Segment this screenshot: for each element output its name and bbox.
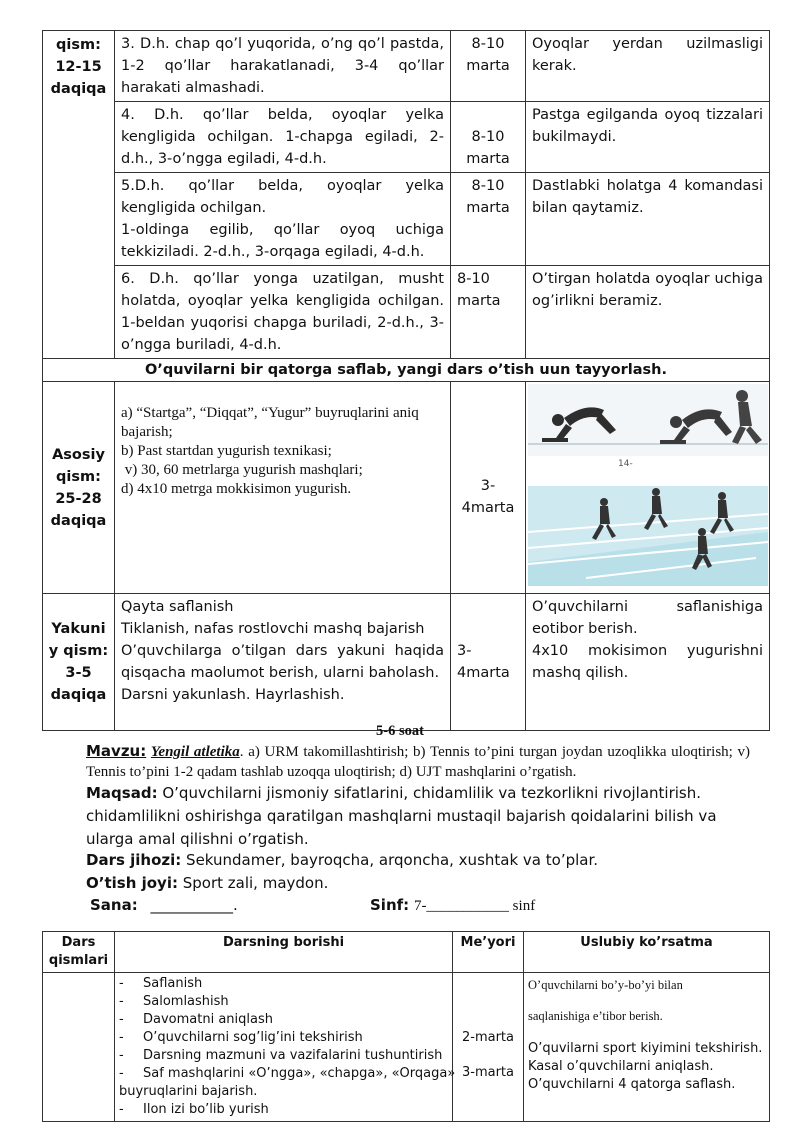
asosiy-items: a) “Startga”, “Diqqat”, “Yugur” buyruqlarini aniq bajarish; b) Past startdan yugurish texnikasi; v) 30, 60 metrlarga yugurish mashqlari; d) 4x10 metrga mokkisimon yugurish. (115, 382, 451, 594)
list-item: - Ilon izi bo’lib yurish (119, 1102, 269, 1117)
venue-label: O’tish joyi: (86, 874, 178, 892)
lesson-table-lower (42, 931, 770, 1122)
asosiy-count: 3- 4marta (451, 382, 526, 594)
part-label-tayyorlov: qism: 12-15 daqiqa (43, 31, 115, 359)
list-item: - Salomlashish (119, 994, 229, 1009)
list-item: - Darsning mazmuni va vazifalarini tushuntirish (119, 1048, 443, 1063)
progress-items (115, 973, 456, 1122)
list-item: - O’quvchilarni sog’lig’ini tekshirish (119, 1030, 363, 1045)
header-norm: Me’yori (453, 932, 524, 973)
table-row (43, 173, 770, 266)
yakuniy-count: 3- 4marta (451, 594, 526, 731)
exercise-note: Pastga egilganda oyoq tizzalari bukilmaydi. (526, 102, 770, 173)
running-illustration (526, 382, 770, 594)
equipment-label: Dars jihozi: (86, 851, 182, 869)
exercise-text: 4. D.h. qo’llar belda, oyoqlar yelka kengligida ochilgan. 1-chapga egiladi, 2-d.h., 3-o’ngga egiladi, 4-d.h. (115, 102, 451, 173)
exercise-text: 5.D.h. qo’llar belda, oyoqlar yelka kengligida ochilgan. 1-oldinga egilib, qo’llar oyoq uchiga tekkiziladi. 2-d.h., 3-orqaga egiladi, 4-d.h. (115, 173, 451, 266)
equipment-text: Sekundamer, bayroqcha, arqoncha, xushtak va to’plar. (186, 851, 599, 869)
table-row (43, 359, 770, 382)
lesson-hours: 5-6 soat (376, 723, 424, 739)
topic-title: Yengil atletika (150, 744, 240, 760)
table-header-row (43, 932, 770, 973)
class-field: 7-___________ sinf (413, 898, 536, 914)
list-item: - Saflanish (119, 976, 203, 991)
exercise-count: 8-10 marta (451, 102, 526, 173)
topic-text: . a) URM takomillashtirish; b) Tennis to’pini turgan joydan uzoqlikka uloqtirish; v) Tennis to’pini 1-2 qadam tashlab uzoqqa uloqtirish; d) UJT mashqlarini o’rgatish. (86, 744, 750, 780)
table-row (43, 973, 770, 1122)
list-item: - Davomatni aniqlash (119, 1012, 273, 1027)
venue-text: Sport zali, maydon. (182, 874, 329, 892)
exercise-count: 8-10 marta (451, 31, 526, 102)
exercise-count: 8-10 marta (451, 173, 526, 266)
header-guidance: Uslubiy ko’rsatma (524, 932, 770, 973)
table-row (43, 31, 770, 102)
norm-values: 2-marta 3-marta (453, 973, 524, 1122)
lesson-table-upper (42, 30, 770, 731)
header-parts: Dars qismlari (43, 932, 115, 973)
lesson-class (370, 894, 750, 918)
header-progress: Darsning borishi (115, 932, 453, 973)
list-item: - Saf mashqlarini «O’ngga», «chapga», «Orqaga» (119, 1066, 456, 1081)
exercise-text: 6. D.h. qo’llar yonga uzatilgan, musht holatda, oyoqlar yelka kengligida ochilgan. 1-beldan yuqorisi chapga buriladi, 2-d.h., 3-o’ngga buriladi, 4-d.h. (115, 266, 451, 359)
lesson-goal (86, 782, 750, 805)
transition-row: O’quvilarni bir qatorga saflab, yangi dars o’tish uun tayyorlash. (43, 359, 770, 382)
list-item-continued: buyruqlarini bajarish. (119, 1084, 258, 1099)
date-label: Sana: (90, 896, 138, 914)
exercise-note: Oyoqlar yerdan uzilmasligi kerak. (526, 31, 770, 102)
class-label: Sinf: (370, 896, 410, 914)
lesson-goal-continued: chidamlilikni oshirishga qaratilgan mashqlarni mustaqil bajarish qoidalarini bilish va ularga amal qilishni o’rgatish. (86, 807, 717, 848)
goal-text: O’quvchilarni jismoniy sifatlarini, chidamlilik va tezkorlikni rivojlantirish. (162, 784, 702, 802)
yakuniy-notes: O’quvchilarni saflanishiga eotibor berish. 4x10 mokisimon yugurishni mashq qilish. (526, 594, 770, 731)
part-label-asosiy: Asosiy qism: 25-28 daqiqa (43, 382, 115, 594)
lesson-topic (86, 741, 750, 782)
table-row (43, 594, 770, 731)
guidance-notes: O’quvchilarni bo’y-bo’yi bilan saqlanishiga e’tibor berish. O’quvilarni sport kiyimini tekshirish. Kasal o’quvchilarni aniqlash. O’quvchilarni 4 qatorga saflash. (524, 973, 770, 1122)
part-cell (43, 973, 115, 1122)
topic-label: Mavzu: (86, 742, 147, 760)
figure-caption: 14- (618, 459, 633, 469)
exercise-note: O’tirgan holatda oyoqlar uchiga og’irlikni beramiz. (526, 266, 770, 359)
goal-label: Maqsad: (86, 784, 158, 802)
part-label-yakuniy: Yakuni y qism: 3-5 daqiqa (43, 594, 115, 731)
date-field: ___________. (150, 896, 238, 914)
table-row (43, 382, 770, 594)
table-row (43, 266, 770, 359)
exercise-text: 3. D.h. chap qo’l yuqorida, o’ng qo’l pastda, 1-2 qo’llar harakatlanadi, 3-4 qo’llar harakati almashadi. (115, 31, 451, 102)
lesson-venue (86, 872, 750, 895)
exercise-note: Dastlabki holatga 4 komandasi bilan qaytamiz. (526, 173, 770, 266)
table-row (43, 102, 770, 173)
sprint-start-illustration (526, 382, 770, 588)
yakuniy-items: Qayta saflanish Tiklanish, nafas rostlovchi mashq bajarish O’quvchilarga o’tilgan dars yakuni haqida qisqacha maolumot berish, ularni baholash. Darsni yakunlash. Hayrlashish. (115, 594, 451, 731)
lesson-equipment (86, 849, 750, 872)
exercise-count: 8-10 marta (451, 266, 526, 359)
